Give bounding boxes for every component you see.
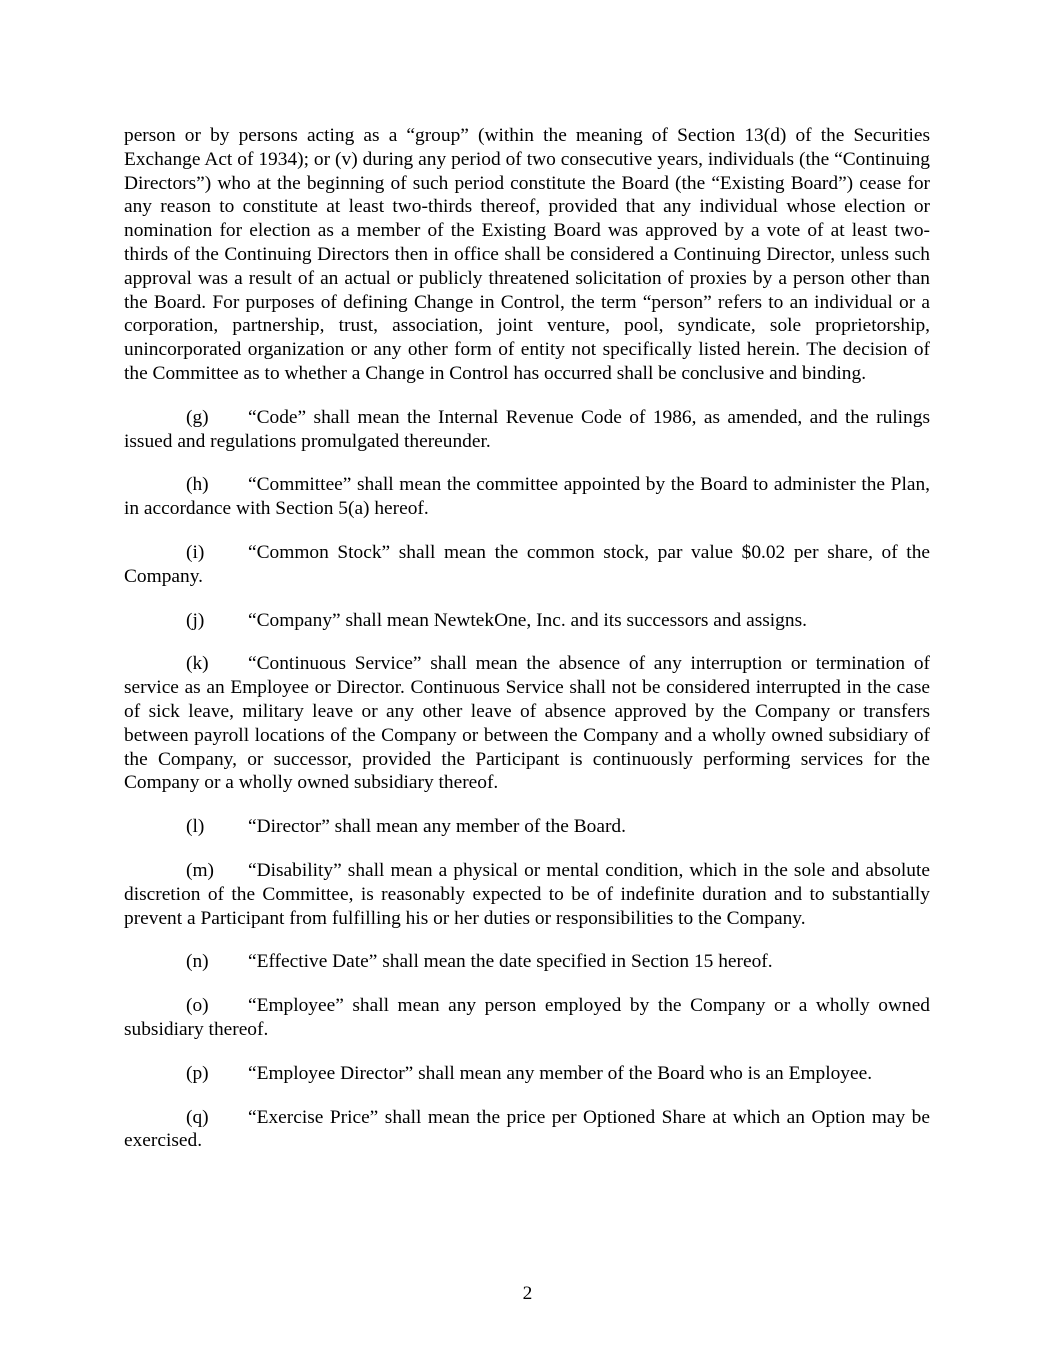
definition-text: “Effective Date” shall mean the date specified in Section 15 hereof. (248, 951, 773, 973)
definition-text: “Disability” shall mean a physical or mental condition, which in the sole and absolute discretion of the Committee, is reasonably expected to be of indefinite duration and to substantially prevent a Participant from fulfilling his or her duties or responsibilities to the Company. (124, 859, 930, 929)
definition-text: “Continuous Service” shall mean the absence of any interruption or termination of service as an Employee or Director. Continuous Service shall not be considered interrupted in the case of sick leave, military leave or any other leave of absence approved by the Company or transfers between payroll locations of the Company or between the Company and a wholly owned subsidiary of the Company, or successor, provided the Participant is continuously performing services for the Company or a wholly owned subsidiary thereof. (124, 653, 930, 794)
definition-company (124, 609, 930, 633)
definition-label: (q) (186, 1106, 209, 1128)
definition-text: “Employee Director” shall mean any member of the Board who is an Employee. (248, 1062, 873, 1084)
definition-exercise-price (124, 1106, 930, 1154)
definition-label: (i) (186, 541, 205, 563)
definition-label: (m) (186, 859, 214, 881)
definition-continuous-service (124, 652, 930, 795)
definition-director (124, 815, 930, 839)
definition-label: (k) (186, 653, 209, 675)
definition-label: (j) (186, 609, 205, 631)
definition-committee (124, 473, 930, 521)
definition-disability (124, 859, 930, 930)
paragraph-text: person or by persons acting as a “group” (within the meaning of Section 13(d) of the Securities Exchange Act of 1934); or (v) during any period of two consecutive years, individuals (the “Continuing Directors”) who at the beginning of such period constitute the Board (the “Existing Board”) cease for any reason to constitute at least two-thirds thereof, provided that any individual whose election or nomination for election as a member of the Existing Board was approved by a vote of at least two-thirds of the Continuing Directors then in office shall be considered a Continuing Director, unless such approval was a result of an actual or publicly threatened solicitation of proxies by a person other than the Board. For purposes of defining Change in Control, the term “person” refers to an individual or a corporation, partnership, trust, association, joint venture, pool, syndicate, sole proprietorship, unincorporated organization or any other form of entity not specifically listed herein. The decision of the Committee as to whether a Change in Control has occurred shall be conclusive and binding. (124, 125, 930, 384)
definition-text: “Exercise Price” shall mean the price per Optioned Share at which an Option may be exercised. (124, 1106, 930, 1152)
definition-label: (n) (186, 951, 209, 973)
definition-label: (l) (186, 816, 205, 838)
page-number: 2 (522, 1283, 533, 1304)
definition-text: “Code” shall mean the Internal Revenue Code of 1986, as amended, and the rulings issued and regulations promulgated thereunder. (124, 406, 930, 452)
definition-label: (h) (186, 474, 209, 496)
definition-employee-director (124, 1062, 930, 1086)
definition-label: (g) (186, 406, 209, 428)
definition-employee (124, 994, 930, 1042)
definition-label: (o) (186, 995, 209, 1017)
definition-code (124, 406, 930, 454)
document-body (124, 124, 930, 1173)
definition-effective-date (124, 950, 930, 974)
definition-text: “Director” shall mean any member of the Board. (248, 816, 626, 838)
definition-text: “Company” shall mean NewtekOne, Inc. and its successors and assigns. (248, 609, 807, 631)
definition-common-stock (124, 541, 930, 589)
definition-label: (p) (186, 1062, 209, 1084)
definition-text: “Employee” shall mean any person employed by the Company or a wholly owned subsidiary thereof. (124, 995, 930, 1040)
definition-text: “Common Stock” shall mean the common stock, par value $0.02 per share, of the Company. (124, 541, 930, 587)
paragraph-continued (124, 124, 930, 386)
definition-text: “Committee” shall mean the committee appointed by the Board to administer the Plan, in accordance with Section 5(a) hereof. (124, 474, 930, 520)
